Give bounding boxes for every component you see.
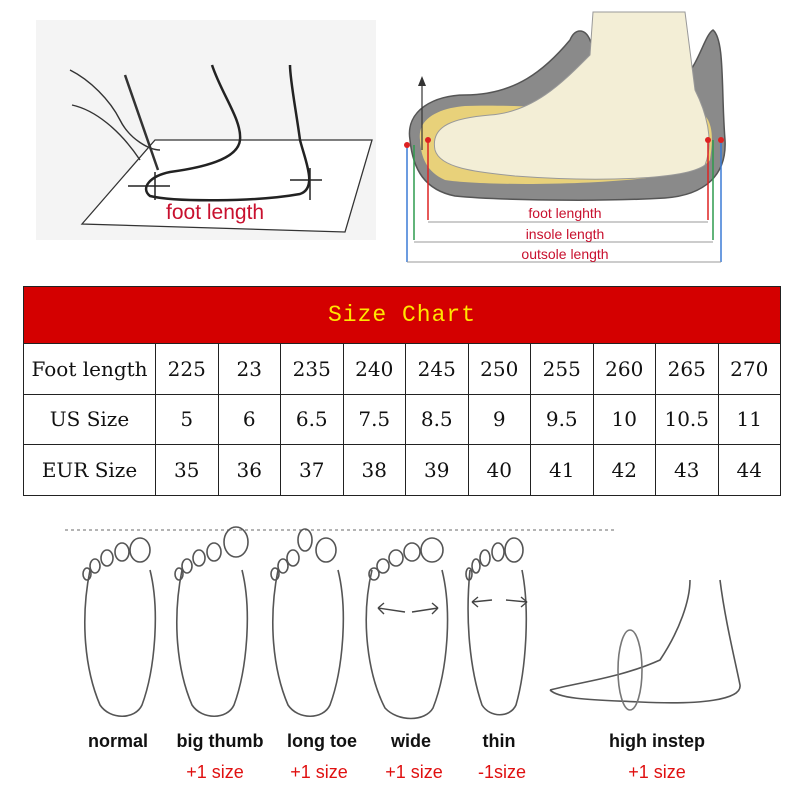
foot-type-high-instep: high instep [609, 731, 705, 751]
table-cell: 8.5 [406, 394, 469, 445]
size-adjust-thin: -1size [477, 762, 526, 782]
big-thumb-foot-outline [177, 570, 247, 716]
table-cell: 44 [718, 445, 781, 496]
wide-foot-outline [366, 570, 447, 719]
table-cell: 43 [656, 445, 719, 496]
foot-length-caption: foot lenghth [528, 205, 602, 221]
table-cell: 235 [281, 344, 344, 395]
table-cell: 35 [156, 445, 219, 496]
normal-foot-outline [85, 570, 155, 716]
thin-foot-outline [468, 570, 526, 715]
size-adjust-high-instep: +1 size [628, 762, 686, 782]
row-header-us-size: US Size [24, 394, 156, 445]
foot-type-big-thumb: big thumb [176, 731, 264, 751]
table-cell: 40 [468, 445, 531, 496]
table-cell: 37 [281, 445, 344, 496]
table-cell: 7.5 [343, 394, 406, 445]
table-row [24, 344, 781, 395]
size-adjust-big-thumb: +1 size [186, 762, 244, 782]
table-cell: 41 [531, 445, 594, 496]
table-cell: 42 [593, 445, 656, 496]
foot-shapes-drawing [0, 510, 800, 730]
size-chart-table [23, 286, 781, 496]
size-adjust-wide: +1 size [385, 762, 443, 782]
table-cell: 11 [718, 394, 781, 445]
long-toe-foot-outline [273, 570, 343, 716]
table-cell: 9 [468, 394, 531, 445]
foot-types-illustration [0, 510, 800, 800]
foot-type-long-toe: long toe [287, 731, 357, 751]
row-header-foot-length: Foot length [24, 344, 156, 395]
foot-type-thin: thin [482, 731, 516, 751]
size-adjust-long-toe: +1 size [290, 762, 348, 782]
outsole-length-caption: outsole length [521, 246, 609, 262]
table-cell: 245 [406, 344, 469, 395]
foot-type-normal: normal [87, 731, 148, 751]
table-cell: 240 [343, 344, 406, 395]
table-row [24, 445, 781, 496]
table-cell: 36 [218, 445, 281, 496]
foot-type-wide: wide [390, 731, 431, 751]
table-cell: 38 [343, 445, 406, 496]
row-header-eur-size: EUR Size [24, 445, 156, 496]
table-cell: 6 [218, 394, 281, 445]
table-cell: 6.5 [281, 394, 344, 445]
size-chart-title-row [24, 287, 781, 344]
table-cell: 10.5 [656, 394, 719, 445]
table-cell: 260 [593, 344, 656, 395]
table-cell: 270 [718, 344, 781, 395]
table-cell: 255 [531, 344, 594, 395]
table-cell: 265 [656, 344, 719, 395]
table-row [24, 394, 781, 445]
table-cell: 39 [406, 445, 469, 496]
table-cell: 10 [593, 394, 656, 445]
table-cell: 250 [468, 344, 531, 395]
shoe-length-illustration [395, 0, 800, 275]
table-cell: 9.5 [531, 394, 594, 445]
table-cell: 5 [156, 394, 219, 445]
foot-length-illustration [0, 0, 395, 260]
table-cell: 23 [218, 344, 281, 395]
high-instep-foot-outline [550, 580, 740, 703]
size-chart-title: Size Chart [24, 287, 781, 344]
table-cell: 225 [156, 344, 219, 395]
insole-length-caption: insole length [525, 226, 605, 242]
foot-length-label: foot length [166, 201, 265, 224]
